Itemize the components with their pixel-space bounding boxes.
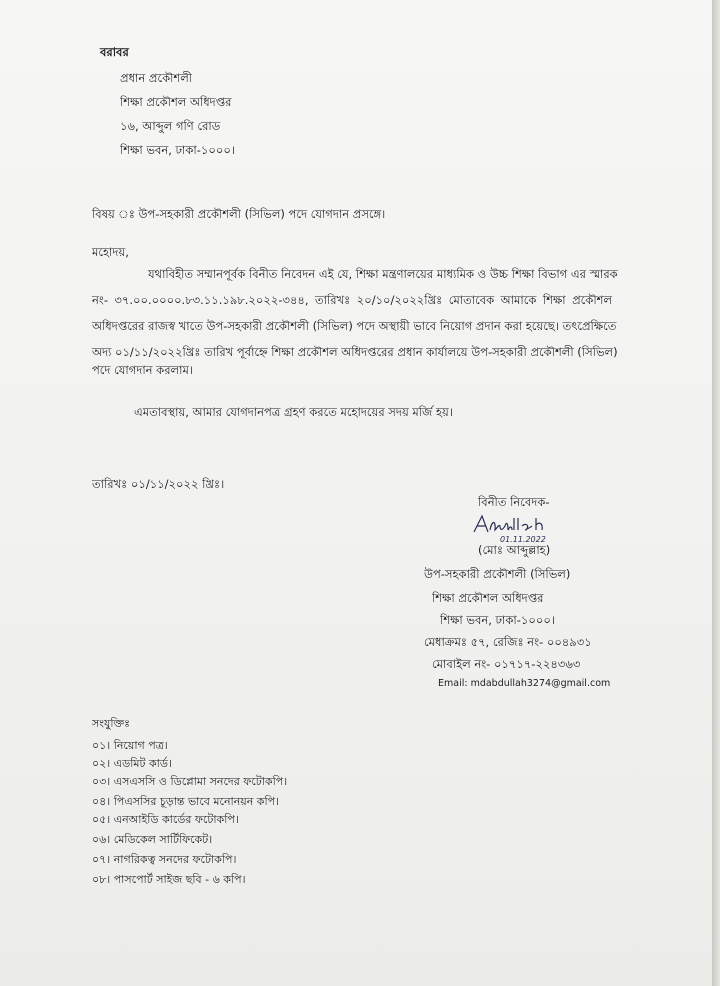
attachment-item: ০৩। এসএসসি ও ডিপ্লোমা সনদের ফটোকপি। bbox=[92, 775, 288, 788]
page-edge bbox=[712, 0, 720, 986]
signer-office: শিক্ষা প্রকৌশল অধিদপ্তর bbox=[432, 591, 544, 605]
handwritten-date: 01.11.2022 bbox=[500, 535, 546, 544]
attachment-item: ০২। এডমিট কার্ড। bbox=[92, 757, 172, 770]
attachments-heading: সংযুক্তিঃ bbox=[92, 717, 131, 730]
signer-address: শিক্ষা ভবন, ঢাকা-১০০০। bbox=[440, 613, 555, 627]
signer-merit-reg: মেধাক্রমঃ ৫৭, রেজিঃ নং- ০০৪৯৩১ bbox=[424, 635, 592, 649]
signature-label: বিনীত নিবেদক- bbox=[478, 495, 550, 509]
body-line-3: অধিদপ্তরের রাজস্ব খাতে উপ-সহকারী প্রকৌশলী (সিভিল) পদে অস্থায়ী ভাবে নিয়োগ প্রদান করা হয়েছে। তৎপ্রেক্ষিতে bbox=[92, 319, 617, 333]
greeting: মহোদয়, bbox=[92, 245, 129, 259]
recipient-to: বরাবর bbox=[100, 45, 129, 59]
attachment-item: ০৭। নাগরিকত্ব সনদের ফটোকপি। bbox=[92, 853, 237, 866]
recipient-designation: প্রধান প্রকৌশলী bbox=[120, 71, 193, 85]
signer-designation: উপ-সহকারী প্রকৌশলী (সিভিল) bbox=[424, 567, 571, 581]
attachment-item: ০৪। পিএসসির চূড়ান্ত ভাবে মনোনয়ন কপি। bbox=[92, 795, 280, 808]
date-line: তারিখঃ ০১/১১/২০২২ খ্রিঃ। bbox=[92, 477, 225, 491]
body-line-2: নং- ৩৭.০০.০০০০.৮৩.১১.১৯৮.২০২২-৩৪৪, তারিখঃ ২০/১০/২০২২খ্রিঃ মোতাবেক আমাকে শিক্ষা প্রকৌশল bbox=[92, 293, 612, 307]
signer-mobile: মোবাইল নং- ০১৭১৭-২২৪৩৬৩ bbox=[432, 657, 581, 671]
attachment-item: ০১। নিয়োগ পত্র। bbox=[92, 739, 168, 752]
body-line-4: অদ্য ০১/১১/২০২২খ্রিঃ তারিখ পূর্বাহ্নে শিক্ষা প্রকৌশল অধিদপ্তরের প্রধান কার্যালয়ে উপ-সহকারী প্রকৌশলী (সিভিল) bbox=[92, 345, 618, 359]
recipient-road: ১৬, আব্দুল গণি রোড bbox=[120, 119, 221, 133]
body-line-1: যথাবিহীত সম্মানপূর্বক বিনীত নিবেদন এই যে, শিক্ষা মন্ত্রণালয়ের মাধ্যমিক ও উচ্চ শিক্ষা বিভাগ এর স্মারক bbox=[148, 267, 618, 281]
attachment-item: ০৮। পাসপোর্ট সাইজ ছবি - ৬ কপি। bbox=[92, 873, 246, 886]
recipient-office: শিক্ষা প্রকৌশল অধিদপ্তর bbox=[120, 95, 232, 109]
recipient-building: শিক্ষা ভবন, ঢাকা-১০০০। bbox=[120, 143, 235, 157]
signer-email: Email: mdabdullah3274@gmail.com bbox=[438, 678, 611, 689]
attachment-item: ০৬। মেডিকেল সার্টিফিকেট। bbox=[92, 833, 213, 846]
subject-line: বিষয় ঃ উপ-সহকারী প্রকৌশলী (সিভিল) পদে যোগদান প্রসঙ্গে। bbox=[92, 207, 386, 221]
body-line-5: পদে যোগদান করলাম। bbox=[92, 363, 193, 377]
signer-name: (মোঃ আব্দুল্লাহ) bbox=[478, 543, 551, 557]
closing-paragraph: এমতাবস্থায়, আমার যোগদানপত্র গ্রহণ করতে মহোদয়ের সদয় মর্জি হয়। bbox=[134, 405, 453, 419]
attachment-item: ০৫। এনআইডি কার্ডের ফটোকপি। bbox=[92, 813, 239, 826]
